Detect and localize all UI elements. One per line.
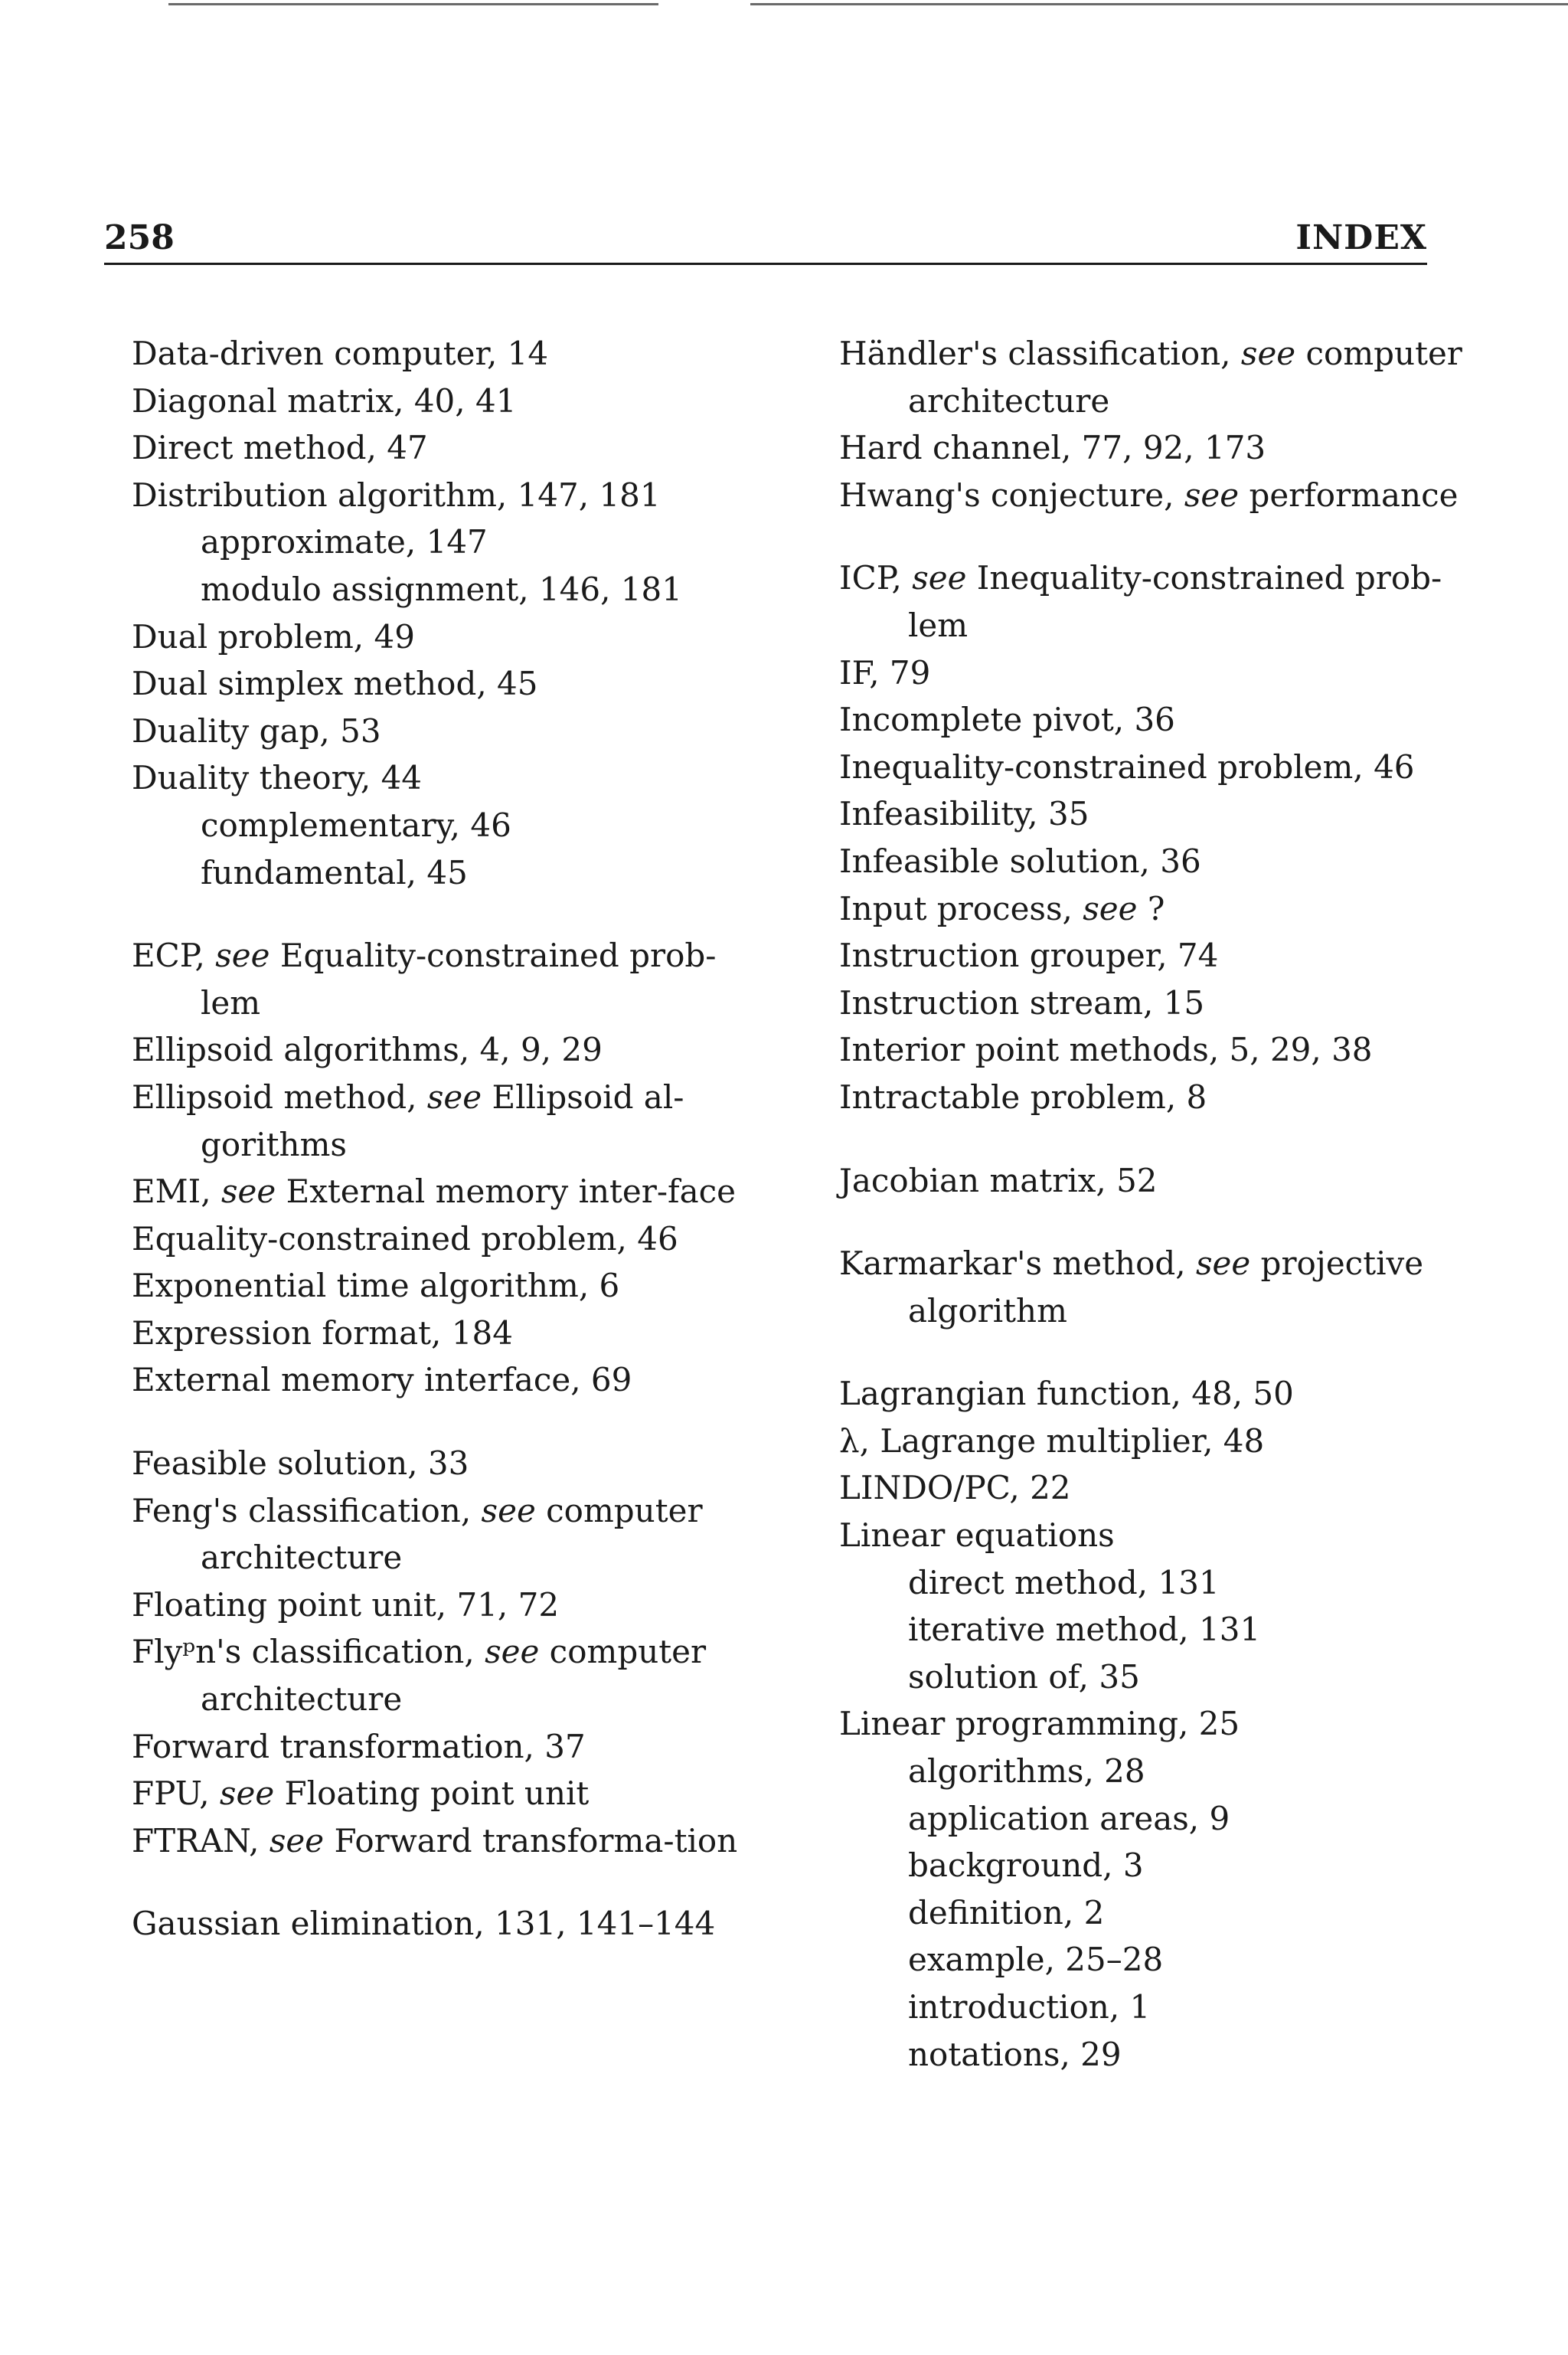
see-reference: see: [426, 1078, 482, 1116]
entry-text: solution of, 35: [908, 1657, 1140, 1696]
index-entry: [132, 932, 760, 1026]
entry-text: Diagonal matrix, 40, 41: [132, 381, 517, 420]
top-edge-rule-gap: [658, 3, 750, 5]
entry-text: Inequality-constrained problem, 46: [839, 747, 1415, 786]
entry-text: EMI,: [132, 1173, 221, 1211]
see-reference: see: [220, 1173, 276, 1211]
entry-text: Intractable problem, 8: [839, 1078, 1207, 1116]
entry-text: algorithms, 28: [908, 1752, 1145, 1791]
index-entry: [132, 708, 760, 755]
index-letter-group: [132, 1440, 760, 1864]
entry-text: Hwang's conjecture,: [839, 476, 1184, 514]
index-entry: [839, 885, 1467, 933]
index-entry: [839, 554, 1467, 649]
entry-text: complementary, 46: [201, 806, 511, 844]
index-entry: [132, 1723, 760, 1771]
see-reference: see: [1195, 1245, 1251, 1283]
index-subentry: [839, 1889, 1467, 1937]
index-entry: [839, 1700, 1467, 1748]
entry-text: projective algorithm: [908, 1245, 1424, 1330]
entry-text: iterative method, 131: [908, 1611, 1261, 1649]
index-subentry: [132, 566, 760, 613]
entry-text: application areas, 9: [908, 1799, 1230, 1837]
entry-text: FPU,: [132, 1774, 220, 1813]
index-subentry: [132, 518, 760, 566]
entry-text: External memory inter-face: [276, 1173, 737, 1211]
entry-text: computer architecture: [201, 1491, 703, 1577]
entry-text: Infeasible solution, 36: [839, 842, 1201, 880]
entry-text: background, 3: [908, 1846, 1144, 1885]
index-entry: [132, 378, 760, 425]
see-reference: see: [219, 1774, 275, 1813]
entry-text: Feasible solution, 33: [132, 1444, 469, 1483]
index-subentry: [839, 1653, 1467, 1701]
see-reference: see: [215, 937, 270, 975]
entry-text: Karmarkar's method,: [839, 1245, 1196, 1283]
index-entry: [839, 1512, 1467, 1559]
index-subentry: [839, 1606, 1467, 1653]
index-entry: [839, 838, 1467, 885]
index-entry: [839, 696, 1467, 744]
entry-text: Instruction stream, 15: [839, 983, 1205, 1022]
index-subentry: [839, 1984, 1467, 2031]
index-entry: [839, 649, 1467, 697]
index-entry: [132, 330, 760, 378]
entry-text: introduction, 1: [908, 1988, 1151, 2026]
index-entry: [132, 1026, 760, 1074]
entry-text: Jacobian matrix, 52: [839, 1161, 1158, 1199]
entry-text: λ, Lagrange multiplier, 48: [839, 1421, 1265, 1460]
index-subentry: [839, 1936, 1467, 1984]
index-entry: [132, 1356, 760, 1404]
index-entry: [132, 660, 760, 708]
entry-text: Exponential time algorithm, 6: [132, 1267, 620, 1305]
entry-text: Expression format, 184: [132, 1313, 513, 1352]
index-entry: [839, 330, 1467, 424]
see-reference: see: [485, 1633, 540, 1671]
entry-text: Inequality-constrained prob-lem: [908, 559, 1442, 644]
index-entry: [839, 1418, 1467, 1465]
entry-text: modulo assignment, 146, 181: [201, 570, 682, 608]
entry-text: Linear equations: [839, 1516, 1115, 1555]
index-entry: [132, 1628, 760, 1722]
entry-text: IF, 79: [839, 653, 931, 692]
index-entry: [839, 790, 1467, 838]
page-header: [104, 218, 1427, 265]
index-entry: [839, 744, 1467, 791]
page-number: 258: [104, 218, 175, 257]
entry-text: Gaussian elimination, 131, 141–144: [132, 1905, 716, 1943]
see-reference: see: [1083, 889, 1138, 927]
index-entry: [839, 932, 1467, 980]
index-subentry: [839, 1748, 1467, 1795]
entry-text: ECP,: [132, 937, 216, 975]
index-entry: [839, 1240, 1467, 1334]
entry-text: Input process,: [839, 889, 1083, 927]
entry-text: Equality-constrained problem, 46: [132, 1219, 678, 1258]
see-reference: see: [1240, 335, 1296, 372]
entry-text: Direct method, 47: [132, 429, 428, 467]
index-letter-group: [132, 932, 760, 1404]
index-entry: [839, 472, 1467, 519]
entry-text: Incomplete pivot, 36: [839, 701, 1175, 739]
entry-text: approximate, 147: [201, 523, 488, 561]
index-letter-group: [839, 1240, 1467, 1334]
index-column-left: [132, 330, 760, 1948]
index-entry: [132, 1440, 760, 1487]
index-column-right: [839, 330, 1467, 2078]
entry-text: Dual problem, 49: [132, 617, 415, 656]
index-entry: [132, 1215, 760, 1263]
see-reference: see: [269, 1821, 325, 1859]
entry-text: Instruction grouper, 74: [839, 937, 1219, 975]
index-entry: [132, 613, 760, 661]
index-entry: [132, 1817, 760, 1865]
index-entry: [132, 472, 760, 519]
entry-text: Floating point unit, 71, 72: [132, 1585, 560, 1624]
entry-text: Duality gap, 53: [132, 711, 381, 750]
index-entry: [132, 1581, 760, 1629]
entry-text: Interior point methods, 5, 29, 38: [839, 1031, 1373, 1069]
entry-text: Händler's classification,: [839, 335, 1241, 372]
index-entry: [132, 1262, 760, 1310]
entry-text: Feng's classification,: [132, 1491, 482, 1529]
entry-text: computer architecture: [201, 1633, 707, 1719]
index-entry: [839, 1370, 1467, 1418]
entry-text: External memory interface, 69: [132, 1361, 632, 1399]
entry-text: performance: [1239, 476, 1459, 514]
running-head: INDEX: [1295, 218, 1427, 257]
index-entry: [132, 1168, 760, 1215]
see-reference: see: [912, 559, 967, 597]
top-edge-rule: [168, 3, 1568, 5]
index-entry: [132, 754, 760, 802]
entry-text: Floating point unit: [274, 1774, 590, 1813]
index-letter-group: [839, 330, 1467, 518]
entry-text: Ellipsoid algorithms, 4, 9, 29: [132, 1031, 603, 1069]
see-reference: see: [481, 1491, 536, 1529]
entry-text: Infeasibility, 35: [839, 795, 1089, 833]
index-subentry: [132, 849, 760, 897]
entry-text: Ellipsoid al-gorithms: [201, 1078, 684, 1163]
index-entry: [132, 1770, 760, 1817]
entry-text: Forward transforma-tion: [324, 1821, 738, 1859]
entry-text: example, 25–28: [908, 1941, 1164, 1979]
index-entry: [839, 1464, 1467, 1512]
index-entry: [839, 424, 1467, 472]
index-subentry: [839, 1795, 1467, 1843]
entry-text: direct method, 131: [908, 1563, 1220, 1601]
index-entry: [839, 1026, 1467, 1074]
entry-text: Forward transformation, 37: [132, 1727, 586, 1765]
entry-text: Lagrangian function, 48, 50: [839, 1375, 1294, 1413]
entry-text: ICP,: [839, 559, 913, 597]
entry-text: Linear programming, 25: [839, 1705, 1240, 1743]
entry-text: definition, 2: [908, 1893, 1105, 1931]
entry-text: Hard channel, 77, 92, 173: [839, 429, 1266, 467]
index-entry: [132, 1487, 760, 1581]
entry-text: Data-driven computer, 14: [132, 335, 549, 372]
index-entry: [132, 1310, 760, 1357]
index-subentry: [132, 802, 760, 849]
entry-text: ?: [1137, 889, 1165, 927]
entry-text: LINDO/PC, 22: [839, 1469, 1071, 1507]
entry-text: FTRAN,: [132, 1821, 270, 1859]
entry-text: Equality-constrained prob-lem: [201, 937, 717, 1022]
entry-text: Dual simplex method, 45: [132, 665, 538, 703]
entry-text: fundamental, 45: [201, 853, 468, 891]
index-entry: [132, 1900, 760, 1948]
index-letter-group: [839, 554, 1467, 1120]
index-entry: [839, 1157, 1467, 1205]
entry-text: Ellipsoid method,: [132, 1078, 427, 1116]
index-subentry: [839, 1842, 1467, 1889]
index-entry: [839, 1074, 1467, 1121]
index-entry: [132, 1074, 760, 1168]
see-reference: see: [1184, 476, 1240, 514]
index-subentry: [839, 1559, 1467, 1607]
entry-text: Duality theory, 44: [132, 759, 423, 797]
entry-text: computer architecture: [908, 335, 1462, 420]
entry-text: Flyᵖn's classification,: [132, 1633, 485, 1671]
index-letter-group: [132, 1900, 760, 1948]
index-subentry: [839, 2031, 1467, 2079]
index-entry: [132, 424, 760, 472]
index-letter-group: [839, 1157, 1467, 1205]
entry-text: notations, 29: [908, 2035, 1122, 2073]
index-letter-group: [839, 1370, 1467, 2078]
entry-text: Distribution algorithm, 147, 181: [132, 476, 661, 514]
index-letter-group: [132, 330, 760, 896]
index-entry: [839, 980, 1467, 1027]
